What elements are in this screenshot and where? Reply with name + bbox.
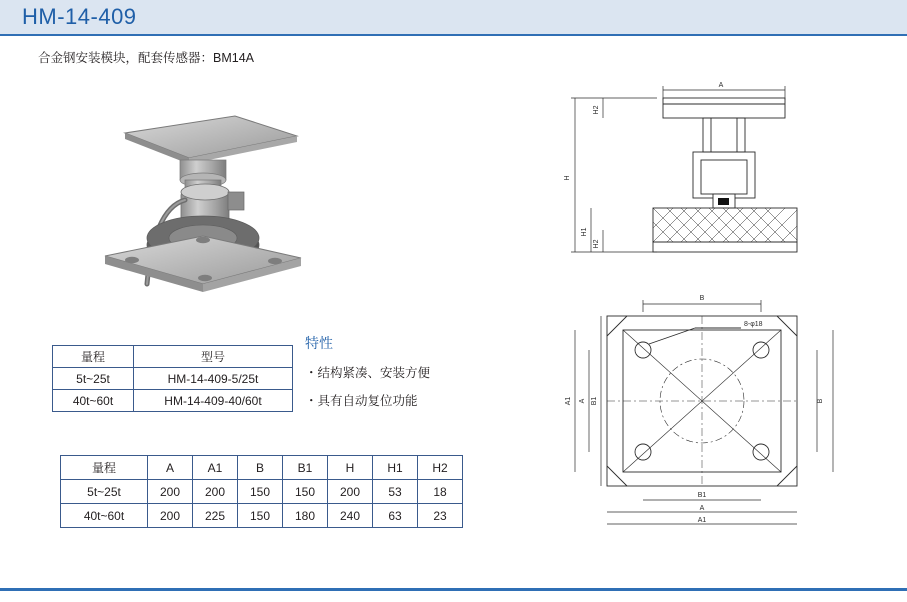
features-title: 特性 [305, 335, 333, 351]
dim-label-b-right: B [817, 398, 824, 404]
table-row [61, 504, 463, 528]
product-subtitle: 合金钢安装模块，配套传感器：BM14A [38, 51, 254, 65]
dim-cell: 180 [283, 504, 328, 528]
model-table-cell: 5t~25t [53, 368, 134, 390]
dim-header-b1: B1 [283, 456, 328, 480]
dim-cell: 200 [148, 480, 193, 504]
model-table-header-range: 量程 [53, 346, 134, 368]
dim-header-range: 量程 [61, 456, 148, 480]
dim-cell: 200 [148, 504, 193, 528]
table-row [53, 368, 293, 390]
dimension-table [60, 455, 463, 528]
dim-cell: 150 [283, 480, 328, 504]
table-header-row [53, 346, 293, 368]
dim-label-b1-left: B1 [591, 396, 598, 406]
header-divider [0, 34, 907, 36]
feature-item: ・具有自动复位功能 [305, 394, 418, 408]
table-header-row [61, 456, 463, 480]
plan-view-drawing [545, 288, 875, 538]
dim-cell: 53 [373, 480, 418, 504]
dim-cell: 240 [328, 504, 373, 528]
dim-label-a: A [718, 82, 724, 89]
model-table [52, 345, 293, 412]
dim-label-h2-top: H2 [593, 105, 600, 115]
model-table-header-model: 型号 [134, 346, 293, 368]
dim-label-b: B [699, 295, 705, 302]
front-elevation-drawing [545, 78, 875, 288]
dim-label-h: H [564, 175, 571, 181]
dim-cell: 5t~25t [61, 480, 148, 504]
dim-label-a1-left: A1 [565, 396, 572, 406]
page-title: HM-14-409 [22, 4, 137, 29]
dim-cell: 150 [238, 480, 283, 504]
dim-label-a1-plan: A1 [697, 517, 707, 524]
dim-header-a1: A1 [193, 456, 238, 480]
hole-callout-label: 8-φ18 [744, 321, 763, 328]
load-cell-mounting-module-photo [85, 88, 320, 293]
dim-header-h2: H2 [418, 456, 463, 480]
dim-cell: 18 [418, 480, 463, 504]
dim-cell: 40t~60t [61, 504, 148, 528]
dim-cell: 225 [193, 504, 238, 528]
dim-label-h2: H2 [593, 239, 600, 249]
table-row [61, 480, 463, 504]
dim-cell: 200 [328, 480, 373, 504]
dim-label-b1: B1 [697, 492, 707, 499]
dim-label-a-plan: A [699, 505, 705, 512]
dim-label-h1: H1 [581, 227, 588, 237]
features-block [305, 333, 495, 419]
product-photo [85, 88, 320, 293]
model-table-cell: HM-14-409-5/25t [134, 368, 293, 390]
dim-header-h1: H1 [373, 456, 418, 480]
dim-header-b: B [238, 456, 283, 480]
dim-header-a: A [148, 456, 193, 480]
model-table-cell: HM-14-409-40/60t [134, 390, 293, 412]
footer-divider [0, 588, 907, 591]
dim-cell: 200 [193, 480, 238, 504]
model-table-cell: 40t~60t [53, 390, 134, 412]
dim-header-h: H [328, 456, 373, 480]
feature-item: ・结构紧凑、安装方便 [305, 366, 431, 380]
dim-cell: 23 [418, 504, 463, 528]
table-row [53, 390, 293, 412]
dim-cell: 150 [238, 504, 283, 528]
dim-label-a-left: A [579, 398, 586, 404]
dim-cell: 63 [373, 504, 418, 528]
